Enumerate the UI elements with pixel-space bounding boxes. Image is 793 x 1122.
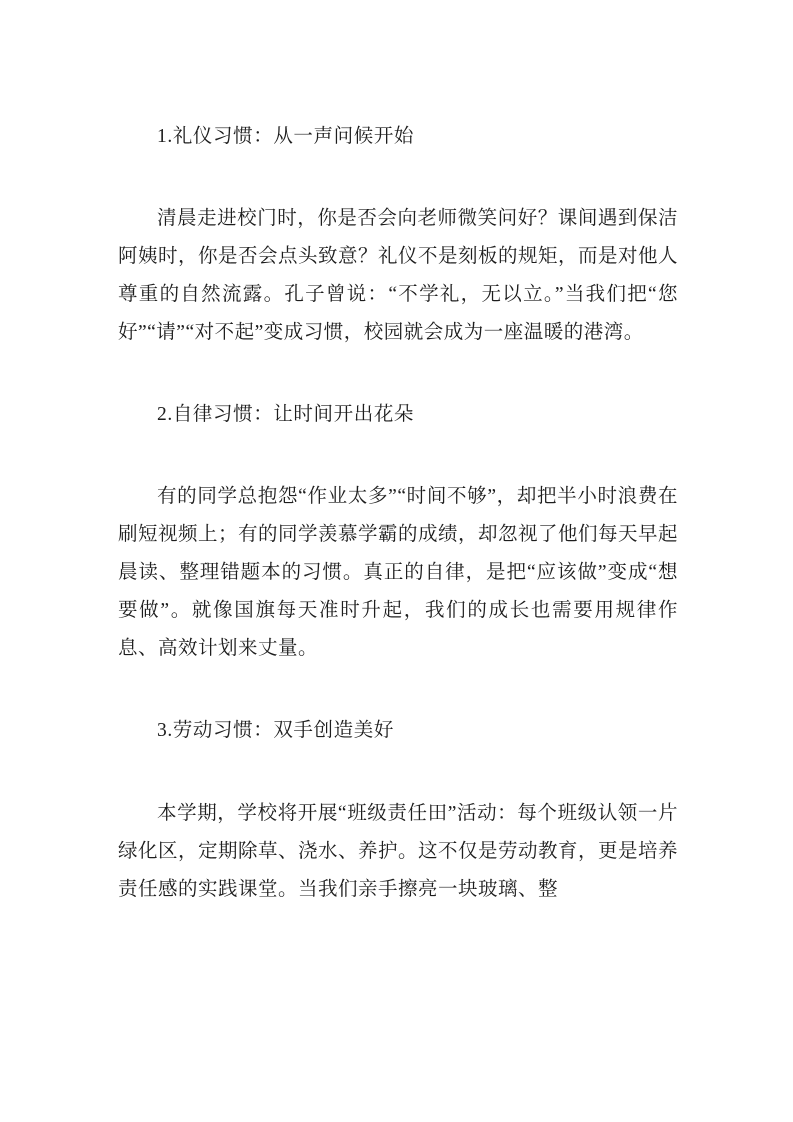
section-heading-1: 1.礼仪习惯：从一声问候开始 bbox=[157, 126, 415, 147]
section-paragraph-2: 有的同学总抱怨“作业太多”“时间不够”，却把半小时浪费在刷短视频上；有的同学羡慕学霸的成绩，却忽视了他们每天早起晨读、整理错题本的习惯。真正的自律，是把“应该做”变成“想要做”。就像国旗每天准时升起，我们的成长也需要用规律作息、高效计划来丈量。 bbox=[118, 486, 679, 660]
spacer bbox=[118, 154, 678, 200]
section-paragraph-1: 清晨走进校门时，你是否会向老师微笑问好？课间遇到保洁阿姨时，你是否会点头致意？礼仪不是刻板的规矩，而是对他人尊重的自然流露。孔子曾说：“不学礼，无以立。”当我们把“您好”“请”“对不起”变成习惯，校园就会成为一座温暖的港湾。 bbox=[118, 208, 679, 344]
spacer bbox=[118, 352, 678, 398]
document-body bbox=[118, 120, 678, 909]
section-heading-3: 3.劳动习惯：双手创造美好 bbox=[157, 720, 394, 742]
spacer bbox=[118, 432, 678, 478]
spacer bbox=[118, 668, 678, 714]
spacer bbox=[118, 749, 678, 795]
section-paragraph-3: 本学期，学校将开展“班级责任田”活动：每个班级认领一片绿化区，定期除草、浇水、养护。这不仅是劳动教育，更是培养责任感的实践课堂。当我们亲手擦亮一块玻璃、整 bbox=[118, 802, 679, 900]
section-heading-2: 2.自律习惯：让时间开出花朵 bbox=[157, 404, 415, 426]
